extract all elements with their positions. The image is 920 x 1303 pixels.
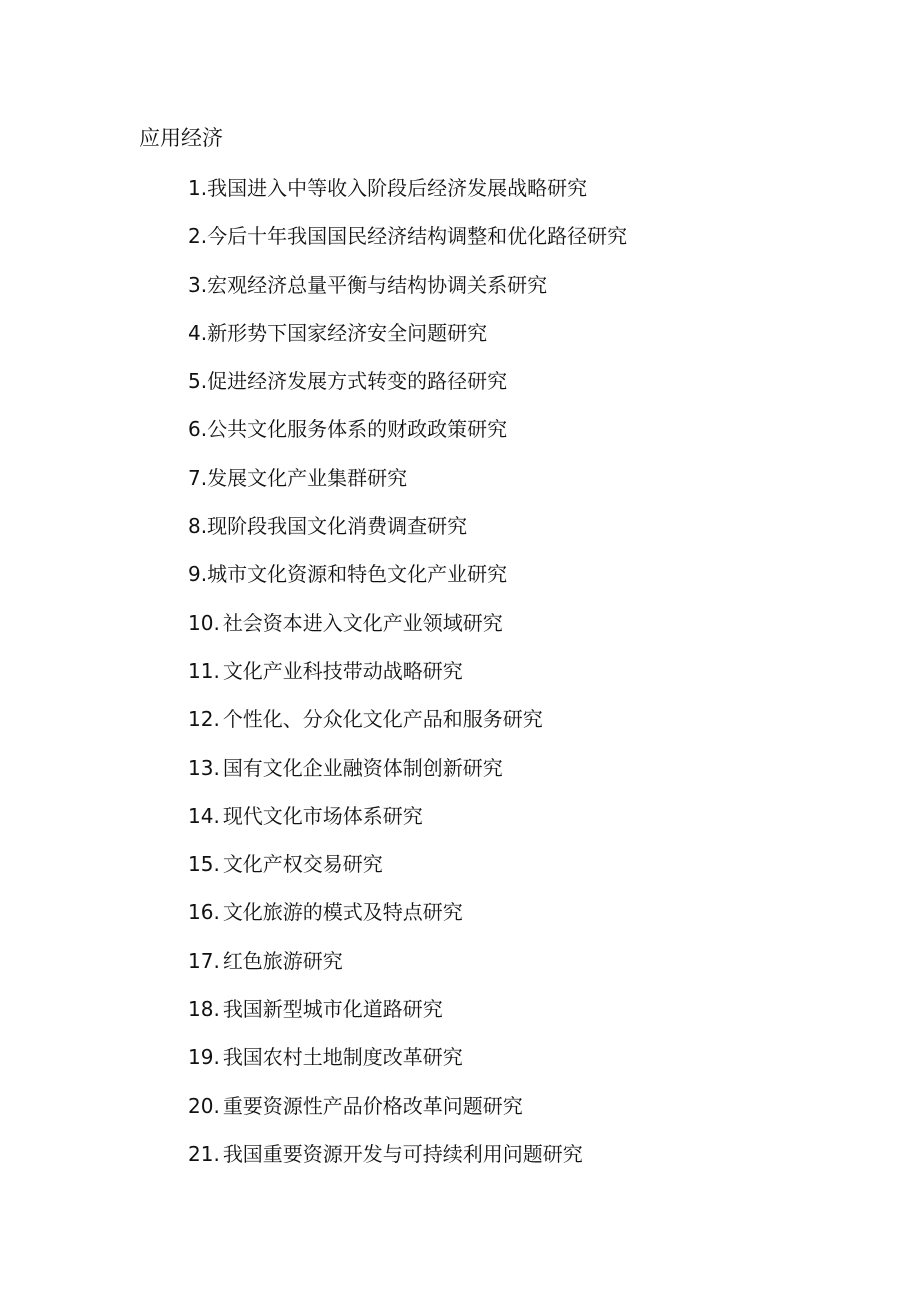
topic-number: 17. — [188, 948, 220, 973]
topic-number: 21. — [188, 1141, 220, 1166]
topic-item — [188, 754, 627, 802]
topic-item — [188, 1140, 627, 1188]
topic-title: 宏观经济总量平衡与结构协调关系研究 — [207, 272, 548, 297]
topic-title: 重要资源性产品价格改革问题研究 — [222, 1093, 523, 1118]
topic-item — [188, 464, 627, 512]
topic-title: 公共文化服务体系的财政政策研究 — [207, 417, 508, 442]
topic-title: 个性化、分众化文化产品和服务研究 — [222, 707, 543, 732]
topic-title: 促进经济发展方式转变的路径研究 — [207, 369, 508, 394]
topic-item — [188, 850, 627, 898]
topic-title: 现阶段我国文化消费调查研究 — [207, 514, 468, 539]
topic-number: 19. — [188, 1045, 220, 1070]
topic-number: 3. — [188, 272, 208, 297]
topic-number: 13. — [188, 755, 220, 780]
topic-title: 今后十年我国国民经济结构调整和优化路径研究 — [207, 224, 628, 249]
topic-title: 新形势下国家经济安全问题研究 — [207, 320, 488, 345]
topic-item — [188, 947, 627, 995]
topic-item — [188, 802, 627, 850]
topic-title: 国有文化企业融资体制创新研究 — [222, 755, 503, 780]
topic-item — [188, 560, 627, 608]
topic-item — [188, 1043, 627, 1091]
topic-title: 我国重要资源开发与可持续利用问题研究 — [222, 1141, 583, 1166]
topic-number: 16. — [188, 900, 220, 925]
topic-title: 发展文化产业集群研究 — [207, 465, 408, 490]
topic-item — [188, 319, 627, 367]
topic-title: 我国新型城市化道路研究 — [222, 997, 443, 1022]
topic-number: 11. — [188, 658, 220, 683]
topic-title: 文化产权交易研究 — [222, 852, 383, 877]
topic-number: 7. — [188, 465, 208, 490]
topic-item — [188, 367, 627, 415]
topic-item — [188, 271, 627, 319]
research-topic-list — [188, 174, 627, 1188]
topic-title: 城市文化资源和特色文化产业研究 — [207, 562, 508, 587]
topic-number: 2. — [188, 224, 208, 249]
topic-title: 我国进入中等收入阶段后经济发展战略研究 — [207, 176, 588, 200]
topic-item — [188, 174, 627, 222]
topic-item — [188, 657, 627, 705]
topic-number: 10. — [188, 610, 220, 635]
topic-number: 12. — [188, 707, 220, 732]
topic-number: 1. — [188, 176, 208, 200]
topic-item — [188, 512, 627, 560]
topic-number: 15. — [188, 852, 220, 877]
topic-number: 20. — [188, 1093, 220, 1118]
topic-number: 6. — [188, 417, 208, 442]
topic-title: 文化产业科技带动战略研究 — [222, 658, 463, 683]
topic-number: 18. — [188, 997, 220, 1022]
topic-title: 社会资本进入文化产业领域研究 — [222, 610, 503, 635]
topic-item — [188, 995, 627, 1043]
topic-item — [188, 1092, 627, 1140]
topic-title: 红色旅游研究 — [222, 948, 343, 973]
topic-item — [188, 705, 627, 753]
topic-number: 9. — [188, 562, 208, 587]
topic-title: 现代文化市场体系研究 — [222, 803, 423, 828]
topic-number: 14. — [188, 803, 220, 828]
topic-number: 4. — [188, 320, 208, 345]
topic-item — [188, 415, 627, 463]
section-heading: 应用经济 — [139, 126, 223, 150]
topic-number: 5. — [188, 369, 208, 394]
topic-number: 8. — [188, 514, 208, 539]
topic-item — [188, 898, 627, 946]
topic-title: 我国农村土地制度改革研究 — [222, 1045, 463, 1070]
topic-item — [188, 222, 627, 270]
topic-title: 文化旅游的模式及特点研究 — [222, 900, 463, 925]
topic-item — [188, 609, 627, 657]
